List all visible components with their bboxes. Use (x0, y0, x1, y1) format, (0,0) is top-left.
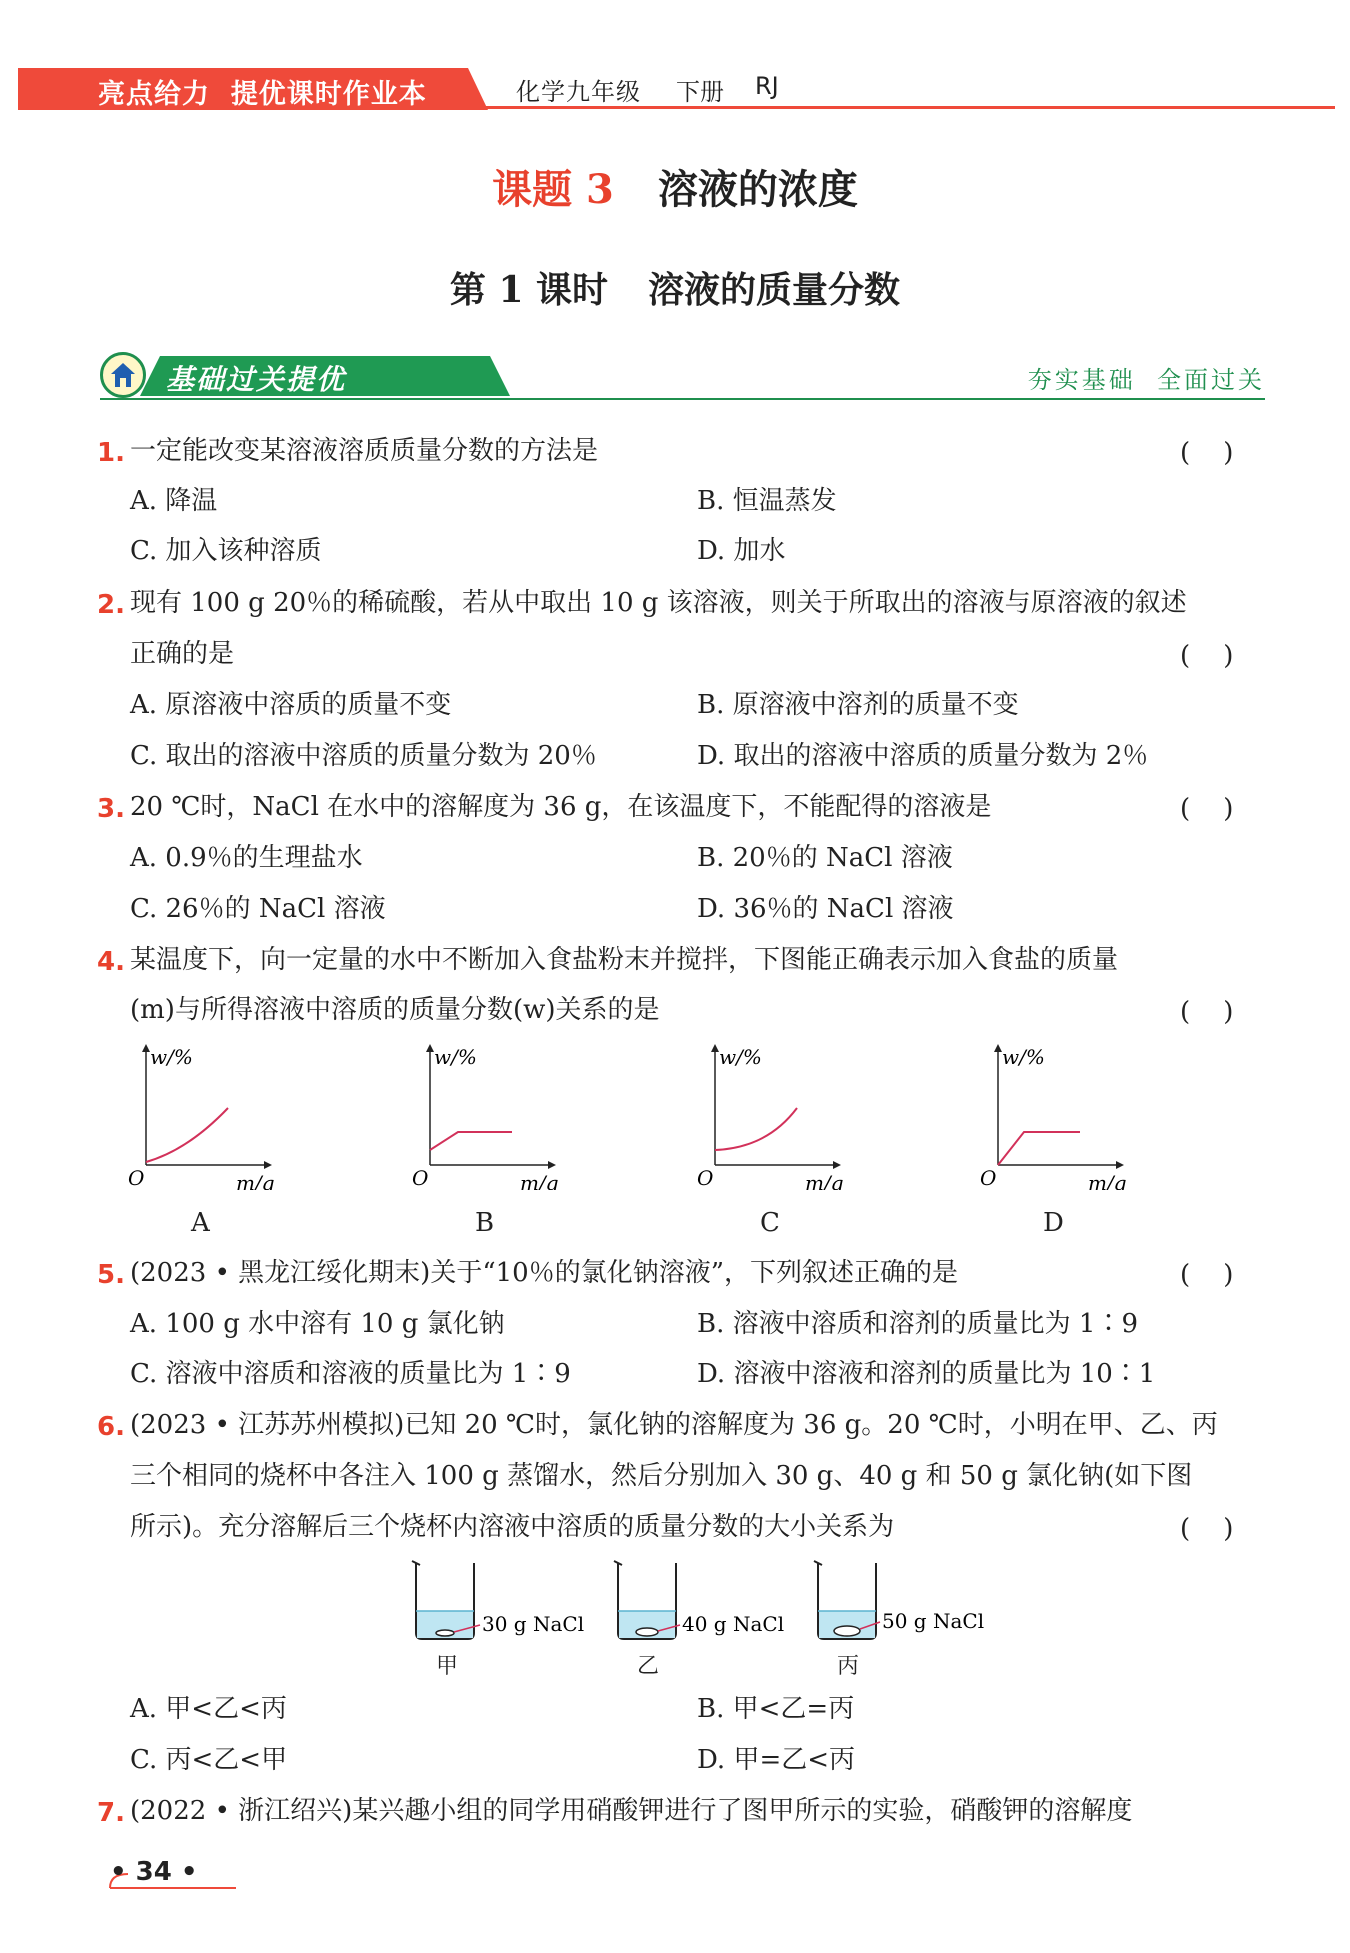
question-stem-cont: 正确的是 (130, 639, 235, 669)
beaker-label: 30 g NaCl (482, 1612, 585, 1636)
option: C. 26％的 NaCl 溶液 (130, 894, 386, 924)
answer-blank[interactable]: ( ) (1180, 438, 1234, 468)
option: A. 降温 (130, 486, 218, 516)
option: B. 甲<乙=丙 (697, 1694, 855, 1724)
option: B. 溶液中溶质和溶剂的质量比为 1∶9 (697, 1309, 1138, 1339)
lesson-number: 第 1 课时 (449, 269, 609, 311)
beaker-bing (814, 1561, 984, 1639)
option: C. 丙<乙<甲 (130, 1745, 288, 1775)
subject-label: 化学九年级 (516, 78, 641, 106)
graph-label: B (475, 1208, 495, 1238)
y-axis-label: w/% (150, 1045, 193, 1069)
question-number: 3. (97, 794, 125, 824)
answer-blank[interactable]: ( ) (1180, 641, 1234, 671)
section-header (100, 350, 1265, 402)
origin-label: O (697, 1166, 714, 1190)
option: C. 溶液中溶质和溶液的质量比为 1∶9 (130, 1359, 571, 1389)
beaker-label: 50 g NaCl (882, 1609, 985, 1633)
edition-label: RJ (755, 72, 779, 100)
option: D. 36％的 NaCl 溶液 (697, 894, 954, 924)
question-stem: 一定能改变某溶液溶质质量分数的方法是 (130, 436, 599, 466)
option: D. 取出的溶液中溶质的质量分数为 2％ (697, 741, 1149, 771)
series-title: 亮点给力 提优课时作业本 (98, 79, 427, 110)
question-stem-cont: 三个相同的烧杯中各注入 100 g 蒸馏水，然后分别加入 30 g、40 g 和 50 g 氯化钠(如下图 (130, 1461, 1193, 1491)
origin-label: O (128, 1166, 145, 1190)
origin-label: O (412, 1166, 429, 1190)
beaker-figure (400, 1555, 1020, 1679)
beaker-name: 丙 (837, 1654, 860, 1679)
topic-title (0, 158, 1350, 215)
question-stem-cont: 所示)。充分溶解后三个烧杯内溶液中溶质的质量分数的大小关系为 (130, 1512, 895, 1542)
option: A. 甲<乙<丙 (130, 1694, 287, 1724)
answer-blank[interactable]: ( ) (1180, 997, 1234, 1027)
lesson-title (0, 262, 1350, 313)
question-number: 5. (97, 1260, 125, 1290)
beaker-name: 乙 (637, 1654, 660, 1679)
beaker-name: 甲 (436, 1654, 459, 1679)
question-stem: 现有 100 g 20％的稀硫酸，若从中取出 10 g 该溶液，则关于所取出的溶液与原溶液的叙述 (130, 588, 1187, 618)
x-axis-label: m/g (520, 1171, 559, 1190)
page-number: • 34 • (110, 1857, 198, 1887)
topic-number: 课题 3 (492, 166, 614, 213)
section-title: 基础过关提优 (166, 363, 347, 396)
graph-b (412, 1040, 562, 1194)
option: A. 0.9％的生理盐水 (130, 843, 363, 873)
volume-label: 下册 (676, 78, 724, 106)
option: D. 加水 (697, 536, 786, 566)
beaker-yi (614, 1561, 784, 1639)
section-motto: 夯实基础 全面过关 (1027, 366, 1265, 394)
house-icon (100, 352, 146, 398)
graph-label: A (191, 1208, 210, 1238)
lesson-name: 溶液的质量分数 (648, 269, 901, 311)
option: A. 原溶液中溶质的质量不变 (130, 690, 452, 720)
answer-blank[interactable]: ( ) (1180, 794, 1234, 824)
y-axis-label: w/% (434, 1045, 477, 1069)
question-stem: (2023 • 黑龙江绥化期末)关于“10％的氯化钠溶液”，下列叙述正确的是 (130, 1258, 958, 1288)
x-axis-label: m/g (236, 1171, 275, 1190)
x-axis-label: m/g (1088, 1171, 1127, 1190)
question-number: 1. (97, 438, 125, 468)
beaker-label: 40 g NaCl (682, 1612, 785, 1636)
option: C. 取出的溶液中溶质的质量分数为 20％ (130, 741, 597, 771)
graph-a (128, 1040, 278, 1194)
graph-label: D (1043, 1208, 1064, 1238)
question-stem: (2023 • 江苏苏州模拟)已知 20 ℃时，氯化钠的溶解度为 36 g。20 ℃时，小明在甲、乙、丙 (130, 1410, 1218, 1440)
topic-name: 溶液的浓度 (657, 166, 858, 213)
option: B. 原溶液中溶剂的质量不变 (697, 690, 1019, 720)
option: B. 20％的 NaCl 溶液 (697, 843, 953, 873)
question-number: 6. (97, 1412, 125, 1442)
y-axis-label: w/% (719, 1045, 762, 1069)
question-number: 2. (97, 590, 125, 620)
option: D. 甲=乙<丙 (697, 1745, 856, 1775)
origin-label: O (980, 1166, 997, 1190)
question-stem-cont: (m)与所得溶液中溶质的质量分数(w)关系的是 (130, 995, 660, 1025)
x-axis-label: m/g (805, 1171, 844, 1190)
option: B. 恒温蒸发 (697, 486, 837, 516)
y-axis-label: w/% (1002, 1045, 1045, 1069)
option: C. 加入该种溶质 (130, 536, 322, 566)
section-rule (100, 398, 1265, 400)
graph-d (980, 1040, 1130, 1194)
question-number: 7. (97, 1798, 125, 1828)
option: A. 100 g 水中溶有 10 g 氯化钠 (130, 1309, 505, 1339)
answer-blank[interactable]: ( ) (1180, 1514, 1234, 1544)
beaker-jia (412, 1561, 584, 1639)
answer-blank[interactable]: ( ) (1180, 1260, 1234, 1290)
question-stem: (2022 • 浙江绍兴)某兴趣小组的同学用硝酸钾进行了图甲所示的实验，硝酸钾的溶解度 (130, 1796, 1133, 1826)
question-stem: 20 ℃时，NaCl 在水中的溶解度为 36 g，在该温度下，不能配得的溶液是 (130, 792, 992, 822)
option: D. 溶液中溶液和溶剂的质量比为 10∶1 (697, 1359, 1156, 1389)
question-number: 4. (97, 947, 125, 977)
question-stem: 某温度下，向一定量的水中不断加入食盐粉末并搅拌，下图能正确表示加入食盐的质量 (130, 945, 1119, 975)
graph-c (697, 1040, 847, 1194)
graph-label: C (760, 1208, 780, 1238)
